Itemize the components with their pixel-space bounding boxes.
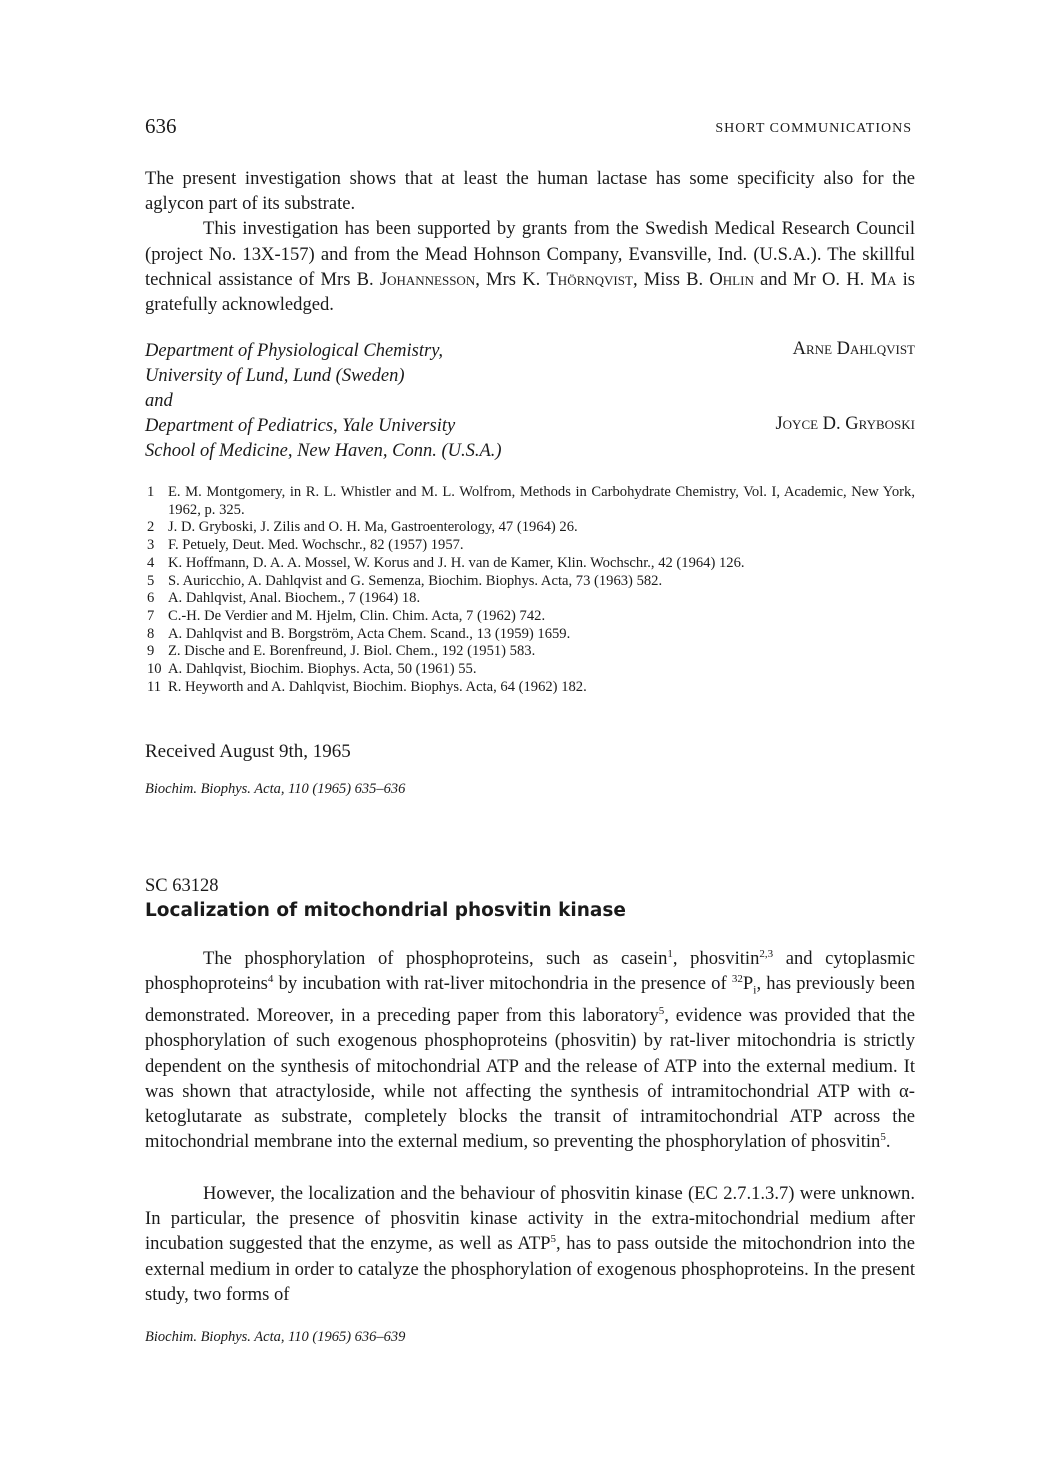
- affiliation-line-2: University of Lund, Lund (Sweden): [145, 366, 405, 386]
- reference-item: 6 A. Dahlqvist, Anal. Biochem., 7 (1964) 18.: [147, 590, 421, 607]
- journal-citation: Biochim. Biophys. Acta, 110 (1965) 635–636: [145, 781, 406, 797]
- received-date: Received August 9th, 1965: [145, 741, 351, 762]
- reference-item: 7 C.-H. De Verdier and M. Hjelm, Clin. Chim. Acta, 7 (1962) 742.: [147, 607, 546, 624]
- affiliation-line-5: School of Medicine, New Haven, Conn. (U.S.A.): [145, 441, 502, 461]
- running-head: SHORT COMMUNICATIONS: [715, 121, 912, 136]
- reference-list: [147, 484, 915, 696]
- acknowledgement: This investigation has been supported by grants from the Swedish Medical Research Council (project No. 13X-157) and from the Mead Hohnson Company, Evansville, Ind. (U.S.A.). The skillful technical assistance of Mrs B. Johannesson, Mrs K. Thörnqvist, Miss B. Ohlin and Mr O. H. Ma is gratefully acknowledged.: [145, 218, 915, 316]
- reference-item: 8 A. Dahlqvist and B. Borgström, Acta Chem. Scand., 13 (1959) 1659.: [147, 625, 571, 642]
- reference-item: 5 S. Auricchio, A. Dahlqvist and G. Semenza, Biochim. Biophys. Acta, 73 (1963) 582.: [147, 572, 663, 589]
- affiliation-line-1: Department of Physiological Chemistry,: [145, 341, 444, 361]
- reference-item: 2 J. D. Gryboski, J. Zilis and O. H. Ma, Gastroenterology, 47 (1964) 26.: [147, 519, 578, 536]
- author-name: Arne Dahlqvist: [792, 339, 915, 359]
- page-number: 636: [145, 114, 177, 138]
- article-title: Localization of mitochondrial phosvitin kinase: [145, 900, 626, 921]
- reference-item: 3 F. Petuely, Deut. Med. Wochschr., 82 (1957) 1957.: [147, 537, 464, 554]
- affiliation-line-4: Department of Pediatrics, Yale University: [145, 416, 456, 436]
- journal-citation: Biochim. Biophys. Acta, 110 (1965) 636–639: [145, 1329, 406, 1345]
- reference-item: 9 Z. Dische and E. Borenfreund, J. Biol. Chem., 192 (1951) 583.: [147, 643, 536, 660]
- author-name: Joyce D. Gryboski: [775, 414, 915, 434]
- article-code: SC 63128: [145, 876, 219, 896]
- reference-item: 10 A. Dahlqvist, Biochim. Biophys. Acta, 50 (1961) 55.: [147, 661, 477, 678]
- affiliation-line-3: and: [145, 391, 173, 411]
- reference-item: 4 K. Hoffmann, D. A. A. Mossel, W. Korus and J. H. van de Kamer, Klin. Wochschr., 42 (1964) 126.: [147, 554, 745, 571]
- reference-item: 1 E. M. Montgomery, in R. L. Whistler and M. L. Wolfrom, Methods in Carbohydrate Chemistry, Vol. I, Academic, New York, 1962, p. 325.: [147, 484, 915, 518]
- body-paragraph: However, the localization and the behaviour of phosvitin kinase (EC 2.7.1.3.7) were unknown. In particular, the presence of phosvitin kinase activity in the extra-mitochondrial medium after incubation suggested that the enzyme, as well as ATP$^5$, has to pass outside the mitochondrion into the external medium in order to catalyze the phosphorylation of exogenous phosphoproteins. In the present study, two forms of: [145, 1183, 915, 1305]
- reference-item: 11 R. Heyworth and A. Dahlqvist, Biochim. Biophys. Acta, 64 (1962) 182.: [147, 678, 587, 695]
- body-paragraph: The phosphorylation of phosphoproteins, such as casein$^1$, phosvitin$^{2,3}$ and cytoplasmic phosphoproteins$^4$ by incubation with rat-liver mitochondria in the presence of $^{32}P_i$, has previously been demonstrated. Moreover, in a preceding paper from this laboratory$^5$, evidence was provided that the phosphorylation of such exogenous phosphoproteins (phosvitin) by rat-liver mitochondria is strictly dependent on the synthesis of mitochondrial ATP and the release of ATP into the external medium. It was shown that atractyloside, while not affecting the synthesis of intramitochondrial ATP with α-ketoglutarate as substrate, completely blocks the transit of intramitochondrial ATP across the mitochondrial membrane into the external medium, so preventing the phosphorylation of phosvitin$^5$.: [145, 947, 916, 1153]
- previous-article-paragraph: The present investigation shows that at least the human lactase has some specificity also for the aglycon part of its substrate. This investigation has been supported by grants from the Swedish Medical Research Council (project No. 13X-157) and from the Mead Hohnson Company, Evansville, Ind. (U.S.A.). The skillful technical assistance of Mrs B. Johannesson, Mrs K. Thörnqvist, Miss B. Ohlin and Mr O. H. Ma is gratefully acknowledged.: [145, 168, 915, 316]
